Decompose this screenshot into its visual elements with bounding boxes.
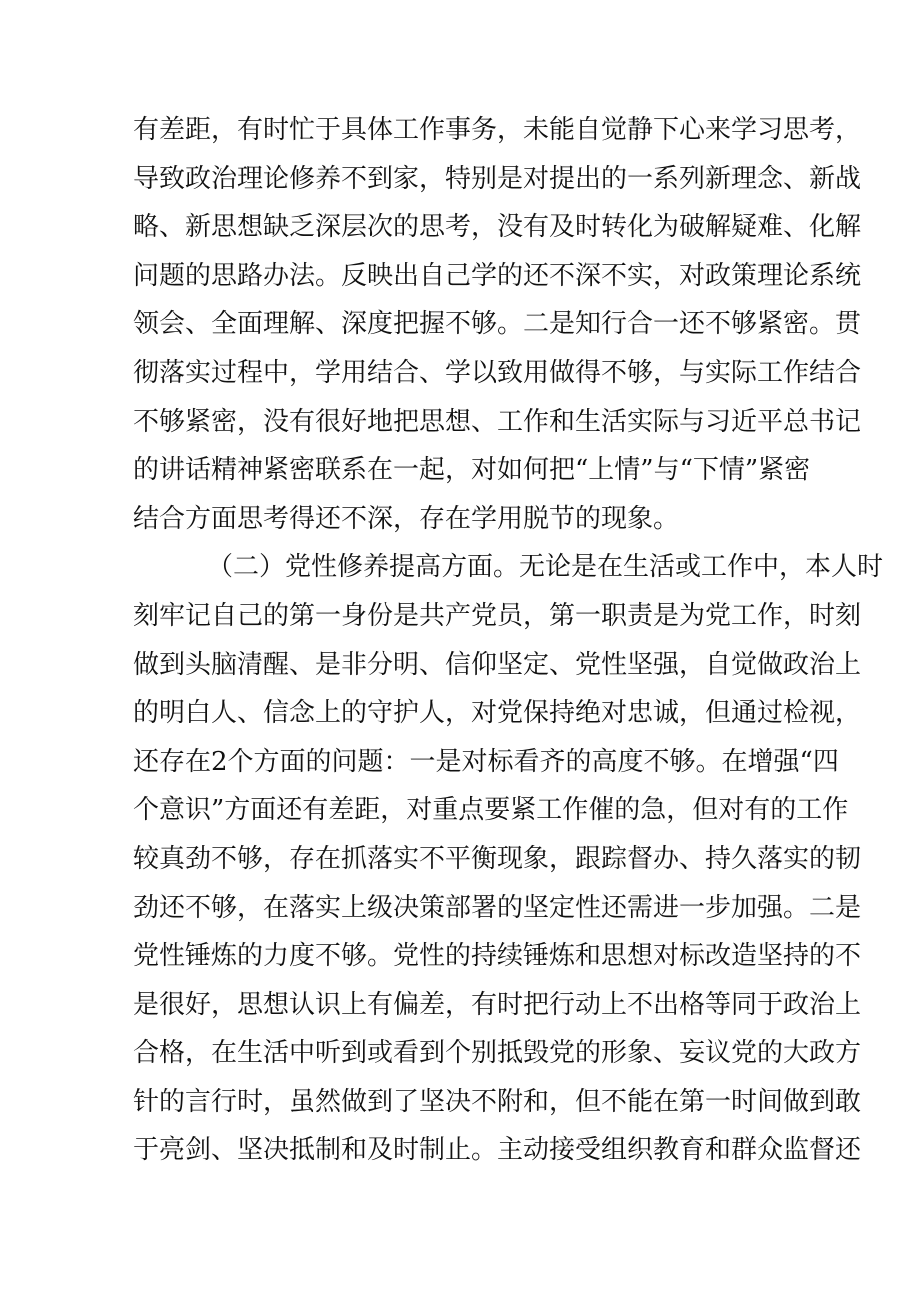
paragraph-line: 刻牢记自己的第一身份是共产党员，第一职责是为党工作，时刻 [133,600,862,631]
paragraph-line: 的明白人、信念上的守护人，对党保持绝对忠诚，但通过检视， [133,698,862,729]
paragraph-line: 问题的思路办法。反映出自己学的还不深不实，对政策理论系统 [133,260,862,291]
paragraph-line: 有差距，有时忙于具体工作事务，未能自觉静下心来学习思考， [133,115,862,145]
paragraph-line: 较真劲不够，存在抓落实不平衡现象，跟踪督办、持久落实的韧 [133,843,862,874]
paragraph-line: 合格，在生活中听到或看到个别抵毁党的形象、妄议党的大政方 [133,1038,862,1069]
paragraph-line: 劲还不够，在落实上级决策部署的坚定性还需进一步加强。二是 [133,892,862,923]
paragraph-line: 导致政治理论修养不到家，特别是对提出的一系列新理念、新战 [133,163,862,194]
paragraph-line: 结合方面思考得还不深，存在学用脱节的现象。 [133,503,680,534]
paragraph-line: 不够紧密，没有很好地把思想、工作和生活实际与习近平总书记 [133,406,862,437]
paragraph-line: 领会、全面理解、深度把握不够。二是知行合一还不够紧密。贯 [133,309,862,340]
paragraph-1 [133,106,862,543]
paragraph-line: 党性锤炼的力度不够。党性的持续锤炼和思想对标改造坚持的不 [133,941,862,972]
paragraph-line: 于亮剑、坚决抵制和及时制止。主动接受组织教育和群众监督还 [133,1135,862,1166]
paragraph-line: 略、新思想缺乏深层次的思考，没有及时转化为破解疑难、化解 [133,212,862,243]
paragraph-line: 的讲话精神紧密联系在一起，对如何把“上情”与“下情”紧密 [133,455,811,486]
paragraph-2 [133,543,884,1175]
paragraph-line: 做到头脑清醒、是非分明、信仰坚定、党性坚强，自觉做政治上 [133,649,862,680]
paragraph-line: 个意识”方面还有差距，对重点要紧工作催的急，但对有的工作 [133,795,849,826]
paragraph-line: 还存在2个方面的问题：一是对标看齐的高度不够。在增强“四 [133,746,839,777]
document-body [133,106,884,1175]
paragraph-line: 是很好，思想认识上有偏差，有时把行动上不出格等同于政治上 [133,989,862,1020]
paragraph-line: 针的言行时，虽然做到了坚决不附和，但不能在第一时间做到敢 [133,1086,862,1117]
paragraph-line: 彻落实过程中，学用结合、学以致用做得不够，与实际工作结合 [133,357,862,388]
section-heading-line: （二）党性修养提高方面。无论是在生活或工作中，本人时 [207,552,884,583]
